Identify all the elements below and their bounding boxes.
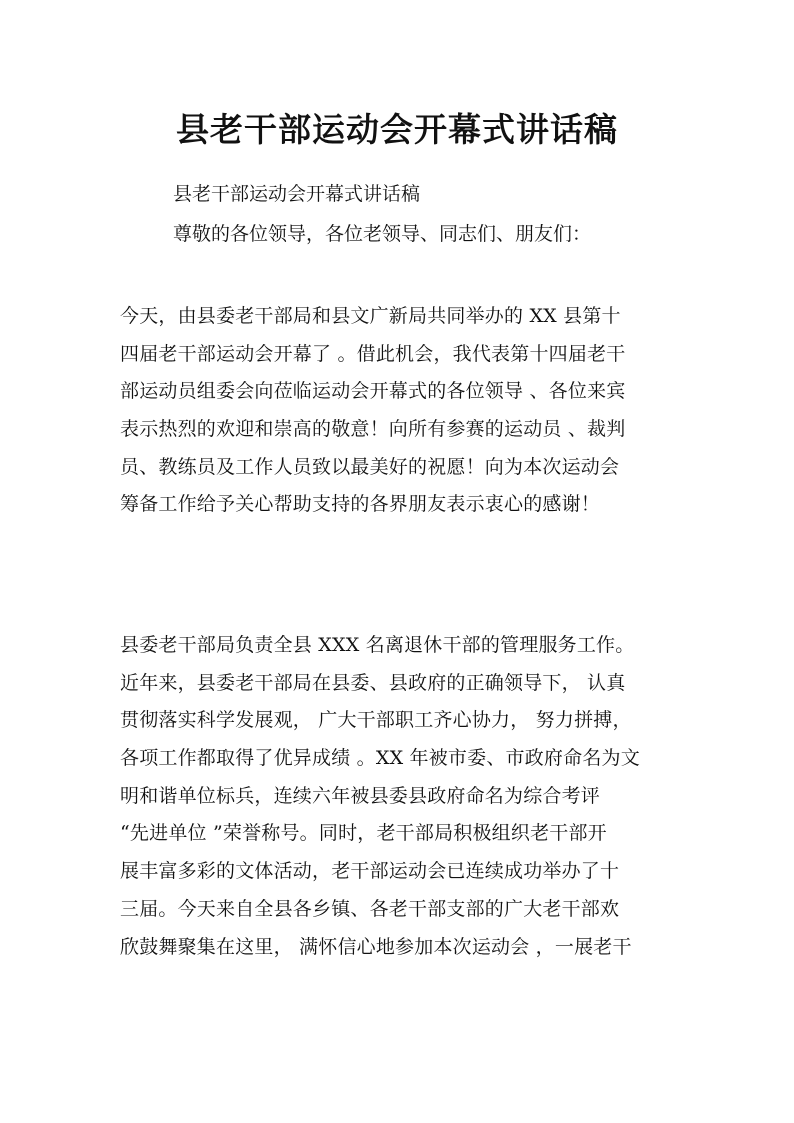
salutation: 尊敬的各位领导，各位老领导、同志们、朋友们： bbox=[173, 223, 592, 245]
document-title: 县老干部运动会开幕式讲话稿 bbox=[176, 110, 618, 149]
paragraph-line: 展丰富多彩的文体活动，老干部运动会已连续成功举办了十 bbox=[120, 860, 620, 883]
paragraph-line: 部运动员组委会向莅临运动会开幕式的各位领导 、各位来宾 bbox=[120, 380, 626, 403]
paragraph-line: 三届。今天来自全县各乡镇、各老干部支部的广大老干部欢 bbox=[120, 897, 620, 920]
paragraph-line: 员、教练员及工作人员致以最美好的祝愿！向为本次运动会 bbox=[120, 455, 620, 478]
paragraph-line: 县委老干部局负责全县 XXX 名离退休干部的管理服务工作。 bbox=[120, 634, 635, 656]
paragraph-line: 近年来，县委老干部局在县委、县政府的正确领导下， 认真 bbox=[120, 671, 626, 694]
paragraph-line: 明和谐单位标兵，连续六年被县委县政府命名为综合考评 bbox=[120, 784, 601, 807]
paragraph-bureau-intro bbox=[120, 627, 680, 966]
paragraph-line: 筹备工作给予关心帮助支持的各界朋友表示衷心的感谢！ bbox=[120, 493, 601, 516]
paragraph-line: 今天，由县委老干部局和县文广新局共同举办的 XX 县第十 bbox=[120, 305, 621, 327]
document-subtitle: 县老干部运动会开幕式讲话稿 bbox=[173, 183, 421, 205]
paragraph-line: 贯彻落实科学发展观， 广大干部职工齐心协力， 努力拼搏， bbox=[120, 709, 632, 732]
paragraph-line: 四届老干部运动会开幕了 。借此机会，我代表第十四届老干 bbox=[120, 342, 626, 365]
paragraph-line: 表示热烈的欢迎和崇高的敬意！向所有参赛的运动员 、裁判 bbox=[120, 418, 626, 441]
paragraph-line: “先进单位 ”荣誉称号。同时，老干部局积极组织老干部开 bbox=[120, 822, 607, 845]
paragraph-line: 各项工作都取得了优异成绩 。XX 年被市委、市政府命名为文 bbox=[120, 747, 640, 770]
paragraph-opening bbox=[120, 298, 680, 524]
paragraph-line: 欣鼓舞聚集在这里， 满怀信心地参加本次运动会 ，一展老干 bbox=[120, 935, 632, 958]
